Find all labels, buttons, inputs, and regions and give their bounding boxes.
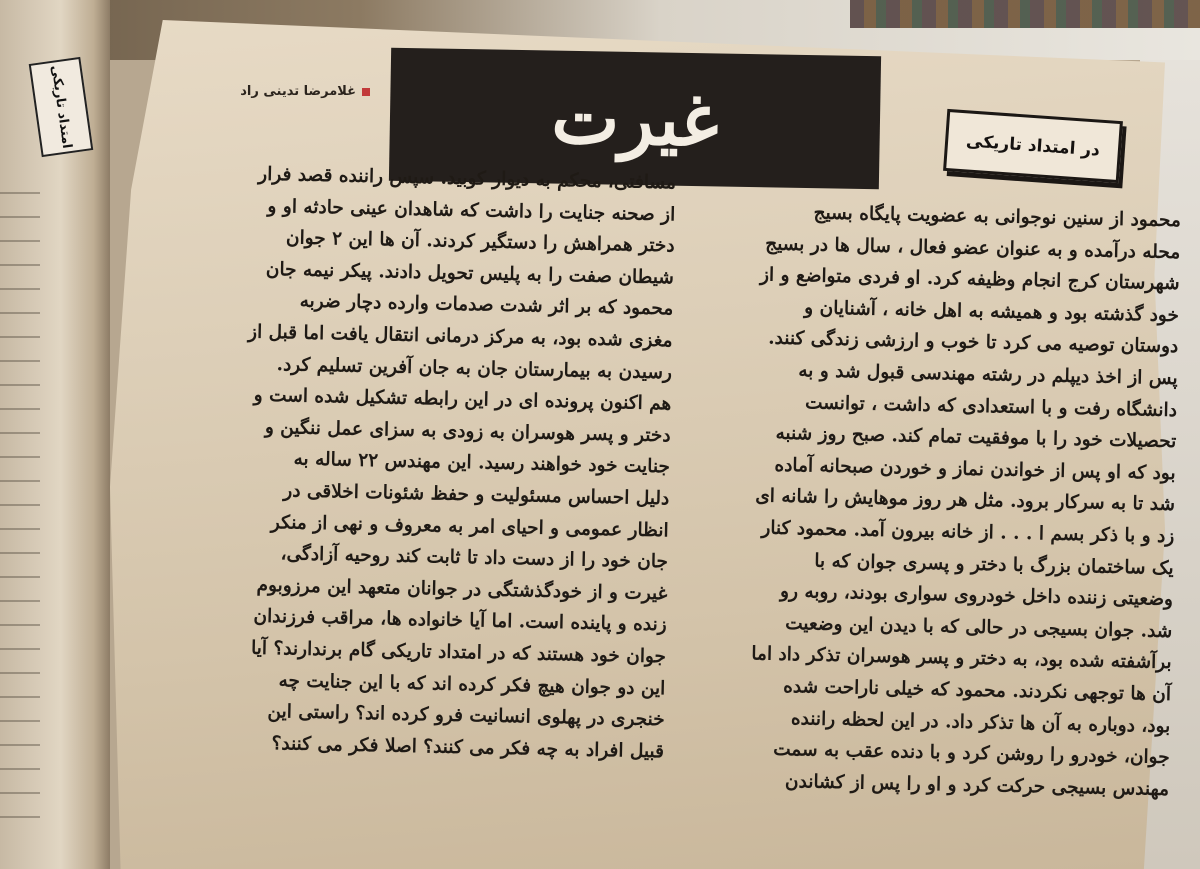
article-line: مهندس بسیجی حرکت کرد و او را پس از کشاندن <box>784 770 1170 800</box>
rug-pattern <box>850 0 1200 28</box>
article-line: دلیل احساس مسئولیت و حفظ شئونات اخلاقی در <box>283 480 670 510</box>
headline: غیرت <box>550 74 720 163</box>
article-line: خود گذشته بود و همیشه به اهل خانه ، آشنایان و <box>804 297 1180 327</box>
article-line: پس از اخذ دیپلم در رشته مهندسی قبول شد و به <box>798 360 1178 390</box>
article-line: تحصیلات خود را با موفقیت تمام کند. صبح روز شنبه <box>775 422 1177 453</box>
article-line: جنایت خود خواهند رسید. این مهندس ۲۲ ساله به <box>293 448 671 478</box>
article-line: برآشفته شده بود، به دختر و پسر هوسران تذکر داد اما <box>751 643 1172 674</box>
article-line: شیطان صفت را به پلیس تحویل دادند. پیکر نیمه جان <box>265 258 675 289</box>
byline <box>200 84 370 99</box>
article-line: رسیدن به بیمارستان جان به جان آفرین تسلیم کرد. <box>276 353 673 384</box>
article-line: محمود که بر اثر شدت صدمات وارده دچار ضربه <box>299 291 674 320</box>
article-line: محله درآمده و به عنوان عضو فعال ، سال ها در بسیج <box>765 233 1181 263</box>
article-line: آن ها توجهی نکردند. محمود که خیلی ناراحت شده <box>783 675 1172 706</box>
article-line: بود، دوباره به آن ها تذکر داد. در این لحظه راننده <box>790 707 1171 737</box>
article-line: این دو جوان هیچ فکر کرده اند که با این جنایت چه <box>278 669 666 699</box>
adjacent-page <box>0 0 110 869</box>
article-column-right <box>674 195 1181 806</box>
article-line: خنجری در پهلوی انسانیت فرو کرده اند؟ راستی این <box>267 701 665 731</box>
spine-label-box <box>29 57 94 157</box>
article-line: یک ساختمان بزرگ با دختر و پسری جوان که با <box>814 550 1174 579</box>
article-line: دانشگاه رفت و با استعدادی که داشت ، توانست <box>804 391 1178 421</box>
article-line: مغزی شده بود، به مرکز درمانی انتقال یافت اما قبل از <box>247 321 673 352</box>
article-line: هم اکنون پرونده ای در این رابطه تشکیل شده است و <box>253 384 672 415</box>
article-line: وضعیتی زننده داخل خودروی سواری بودند، روبه رو <box>779 581 1174 611</box>
article-line: دوستان توصیه می کرد تا خوب و ارزشی زندگی کنند. <box>767 328 1179 358</box>
column-name: در امتداد تاریکی <box>965 131 1101 161</box>
author-name: غلامرضا تدینی راد <box>240 84 356 99</box>
article-line: دختر همراهش را دستگیر کردند. آن ها این ۲ جوان <box>285 227 675 257</box>
article-line: زد و با ذکر بسم ا . . . از خانه بیرون آمد. محمود کنار <box>761 517 1175 548</box>
article-line: زنده و پاینده است. اما آیا خانواده ها، مراقب فرزندان <box>253 606 667 636</box>
article-line: دختر و پسر هوسران به زودی به سزای عمل ننگین و <box>264 416 671 447</box>
article-line: شد تا به سرکار برود. مثل هر روز موهایش را شانه ای <box>755 485 1176 516</box>
article-column-left <box>144 157 676 768</box>
article-line: مسافتی، محکم به دیوار کوبید. سپس راننده قصد فرار <box>258 163 677 194</box>
article-line: محمود از سنین نوجوانی به عضویت پایگاه بسیج <box>813 202 1182 232</box>
article-line: انظار عمومی و احیای امر به معروف و نهی از منکر <box>270 511 669 541</box>
article-line: جان خود را از دست داد تا ثابت کند روحیه آزادگی، <box>280 543 669 573</box>
article-line: جوان، خودرو را روشن کرد و با دنده عقب به سمت <box>773 738 1170 769</box>
article-line: بود که او پس از خواندن نماز و خوردن صبحانه آماده <box>774 454 1176 484</box>
spine-text-lines <box>0 170 40 820</box>
article-line: شد. جوان بسیجی در حالی که با دیدن این وضعیت <box>785 612 1173 642</box>
column-name-box <box>943 109 1123 183</box>
article-line: از صحنه جنایت را داشت که شاهدان عینی حادثه او و <box>267 195 676 226</box>
article-line: شهرستان کرج انجام وظیفه کرد. او فردی متواضع و از <box>759 264 1180 295</box>
article-line: غیرت و از خودگذشتگی در جوانان متعهد این مرزوبوم <box>256 574 668 605</box>
red-square-icon <box>362 88 370 96</box>
article-line: قبیل افراد به چه فکر می کنند؟ اصلا فکر می کنند؟ <box>271 732 665 763</box>
spine-label: امتداد تاریکی <box>47 64 75 150</box>
article-line: جوان خود هستند که در امتداد تاریکی گام برندارند؟ آیا <box>250 637 667 668</box>
